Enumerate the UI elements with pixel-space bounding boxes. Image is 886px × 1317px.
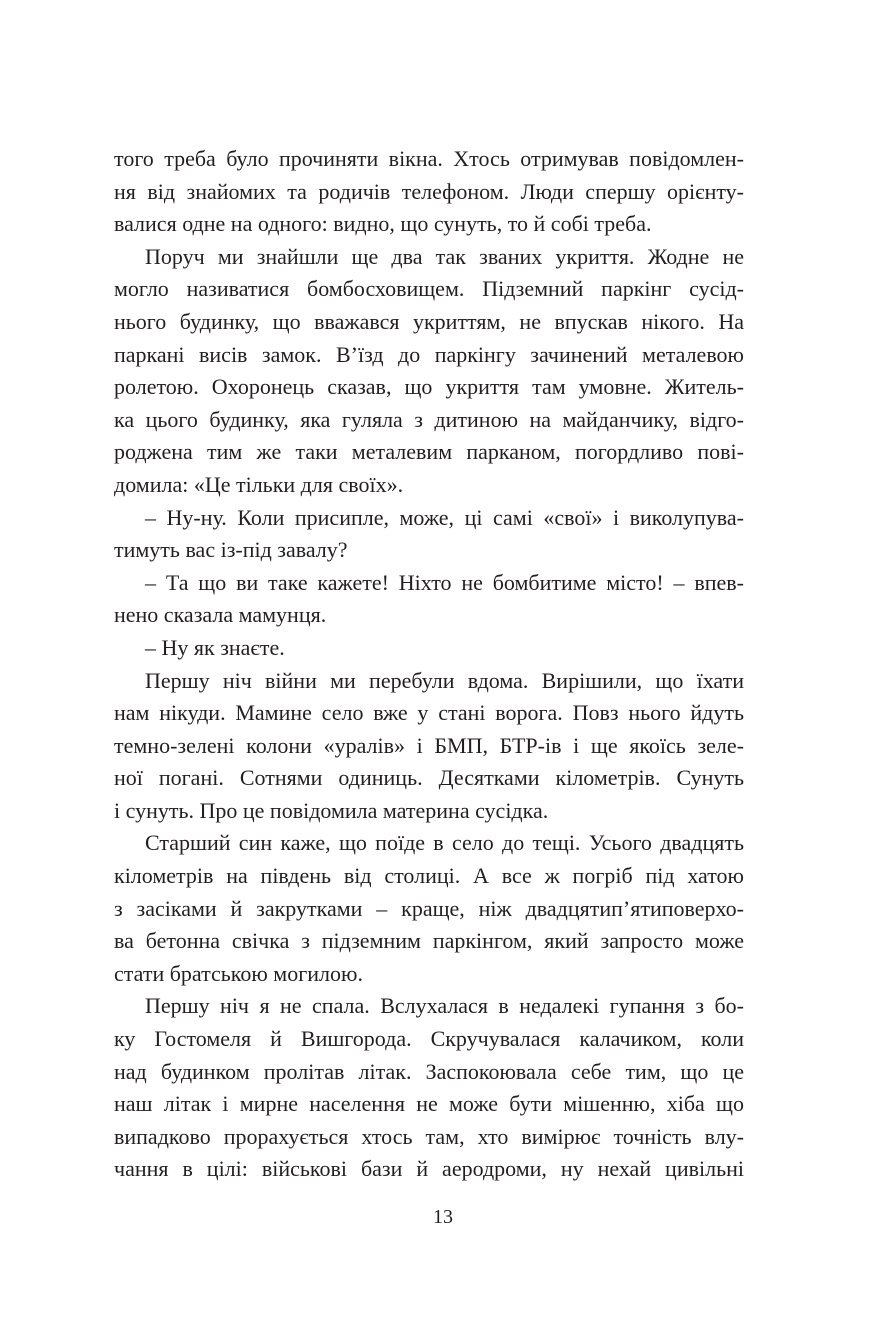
text-line: тимуть вас із-під завалу? (114, 537, 348, 563)
text-line: – Ну-ну. Коли присипле, може, ці самі «свої» і виколупува- (145, 504, 744, 530)
text-line: ної погані. Сотнями одиниць. Десятками кілометрів. Сунуть (114, 765, 744, 791)
text-line: домила: «Це тільки для своїх». (114, 471, 404, 497)
text-line: ролетою. Охоронець сказав, що укриття там умовне. Житель- (114, 374, 744, 400)
text-line: чання в цілі: військові бази й аеродроми, ну нехай цивільні (114, 1156, 744, 1182)
text-line: стати братською могилою. (114, 960, 363, 986)
text-line: ня від знайомих та родичів телефоном. Люди спершу орієнту- (114, 178, 744, 204)
text-line: і сунуть. Про це повідомила материна сусідка. (114, 797, 549, 823)
text-line: над будинком пролітав літак. Заспокоювала себе тим, що це (114, 1058, 744, 1084)
text-line: кілометрів на південь від столиці. А все ж погріб під хатою (114, 863, 744, 889)
text-line: з засіками й закрутками – краще, ніж двадцятип’ятиповерхо- (114, 895, 744, 921)
text-line: Першу ніч я не спала. Вслухалася в недалекі гупання з бо- (145, 993, 744, 1019)
text-line: Поруч ми знайшли ще два так званих укриття. Жодне не (145, 243, 744, 269)
text-line: могло називатися бомбосховищем. Підземний паркінг сусід- (114, 276, 744, 302)
text-line: нено сказала мамунця. (114, 602, 327, 628)
text-line: ку Гостомеля й Вишгорода. Скручувалася калачиком, коли (114, 1026, 744, 1052)
text-line: Першу ніч війни ми перебули вдома. Вирішили, що їхати (145, 667, 744, 693)
text-line: валися одне на одного: видно, що сунуть, то й собі треба. (114, 211, 652, 237)
text-line: роджена тим же таки металевим парканом, погордливо пові- (114, 439, 744, 465)
text-line: паркані висів замок. В’їзд до паркінгу зачинений металевою (114, 341, 744, 367)
text-line: нам нікуди. Мамине село вже у стані ворога. Повз нього йдуть (114, 700, 744, 726)
text-line: темно-зелені колони «уралів» і БМП, БТР-ів і ще якоїсь зеле- (114, 732, 744, 758)
text-line: Старший син каже, що поїде в село до тещі. Усього двадцять (145, 830, 744, 856)
page-number: 13 (433, 1206, 453, 1228)
text-line: – Та що ви таке кажете! Ніхто не бомбитиме місто! – впев- (145, 569, 744, 595)
text-line: того треба було прочиняти вікна. Хтось отримував повідомлен- (114, 146, 744, 171)
text-line: нього будинку, що вважався укриттям, не впускав нікого. На (114, 308, 744, 334)
body-text (114, 143, 744, 1186)
text-line: ка цього будинку, яка гуляла з дитиною на майданчику, відго- (114, 406, 744, 432)
text-line: ва бетонна свічка з підземним паркінгом, який запросто може (114, 928, 744, 954)
text-line: випадково прорахується хтось там, хто вимірює точність влу- (114, 1123, 744, 1149)
text-line: – Ну як знаєте. (145, 634, 285, 660)
text-line: наш літак і мирне населення не може бути мішенню, хіба що (114, 1091, 744, 1117)
